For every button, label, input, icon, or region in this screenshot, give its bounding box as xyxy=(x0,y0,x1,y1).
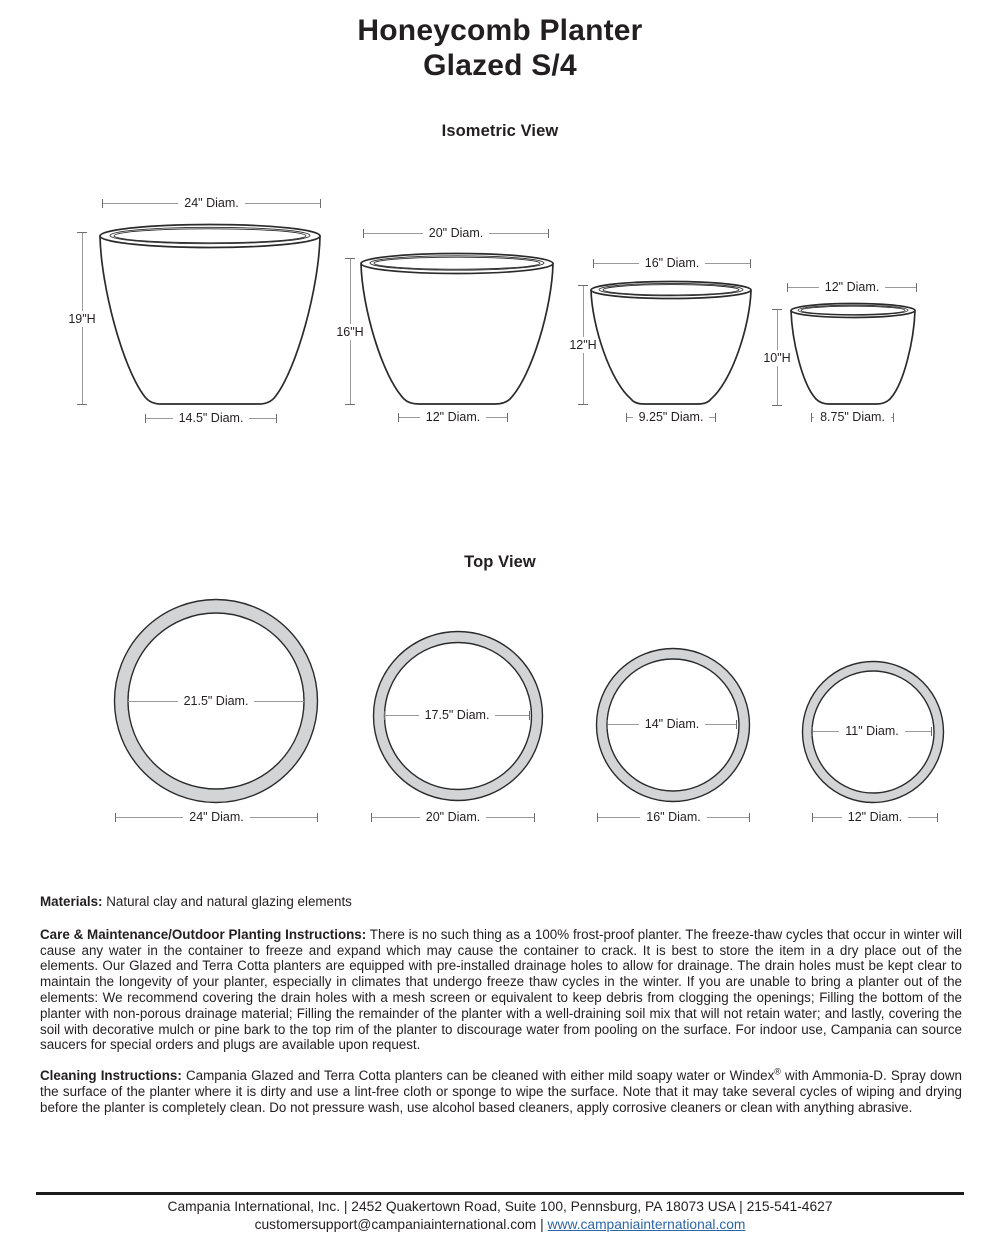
dim-top-diameter-planter2 xyxy=(363,226,549,240)
isometric-view-heading: Isometric View xyxy=(441,122,559,140)
registered-trademark-symbol: ® xyxy=(774,1066,781,1077)
dim-bottom-diameter-planter4 xyxy=(811,410,894,424)
dim-label: 19"H xyxy=(68,311,96,326)
care-maintenance-paragraph xyxy=(40,927,962,1053)
footer-address-line: Campania International, Inc. | 2452 Quakertown Road, Suite 100, Pennsburg, PA 18073 USA | 215-541-4627 xyxy=(167,1199,833,1214)
dim-outer-diameter-topview3 xyxy=(597,810,750,824)
dim-label: 16"H xyxy=(336,324,364,339)
cleaning-label: Cleaning Instructions: xyxy=(40,1068,182,1084)
dim-label: 14" Diam. xyxy=(644,717,700,731)
dim-label: 24" Diam. xyxy=(189,810,244,824)
body-text-block xyxy=(40,894,962,1131)
dim-label: 20" Diam. xyxy=(428,226,484,240)
dim-bottom-diameter-planter3 xyxy=(626,410,716,424)
dim-label: 17.5" Diam. xyxy=(424,708,490,722)
dim-inner-diameter-topview4 xyxy=(812,724,932,738)
footer-separator: | xyxy=(536,1216,548,1232)
dim-outer-diameter-topview4 xyxy=(812,810,938,824)
dim-label: 12" Diam. xyxy=(824,280,880,294)
dim-outer-diameter-topview1 xyxy=(115,810,318,824)
dim-label: 12" Diam. xyxy=(425,410,481,424)
page-title-line2: Glazed S/4 xyxy=(423,49,577,82)
dim-label: 24" Diam. xyxy=(184,196,239,210)
footer-email: customersupport@campaniainternational.com xyxy=(254,1216,537,1232)
materials-text: Natural clay and natural glazing elements xyxy=(102,894,352,909)
dim-top-diameter-planter1 xyxy=(102,196,321,210)
page-title xyxy=(0,13,1000,83)
dim-inner-diameter-topview3 xyxy=(607,717,737,731)
dim-top-diameter-planter4 xyxy=(787,280,917,294)
dim-label: 14.5" Diam. xyxy=(178,411,244,425)
materials-label: Materials: xyxy=(40,894,103,909)
care-label: Care & Maintenance/Outdoor Planting Instructions: xyxy=(40,926,367,942)
dim-inner-diameter-topview1 xyxy=(127,694,305,708)
care-text: There is no such thing as a 100% frost-proof planter. The freeze-thaw cycles that occur in winter will cause any water in the container to freeze and expand which may cause the container to crack. It is best to store the item in a dry place out of the elements. Our Glazed and Terra Cotta planters are equipped with pre-installed drainage holes to allow for drainage. The drain holes must be kept clear to maintain the longevity of your planter, especially in climates that undergo freeze thaw cycles in the winter. If you are unable to bring a planter out of the elements: We recommend covering the drain holes with a mesh screen or equivalent to keep debris from clogging the openings; Filling the bottom of the planter with non-porous drainage material; Filling the remainder of the planter with a well-draining soil mix that will not retain water; and lastly, covering the soil with decorative mulch or pine bark to the top rim of the planter to discourage water from pooling on the surface. For indoor use, Campania can source saucers for special orders and plugs are available upon request. xyxy=(40,926,962,1053)
cleaning-text-2: with Ammonia-D. Spray down the surface of the planter where it is dirty and use a lint-free cloth or sponge to wipe the surface. Note that it may take several cycles of wiping and drying before the planter is completely clean. Do not pressure wash, use alcohol based cleaners, apply corrosive cleaners or clean with anything abrasive. xyxy=(40,1068,962,1115)
top-view-heading: Top View xyxy=(464,553,536,571)
dim-label: 16" Diam. xyxy=(644,256,700,270)
planter-isometric-2 xyxy=(359,252,555,407)
planter-isometric-4 xyxy=(789,302,917,407)
dim-label: 11" Diam. xyxy=(845,724,899,738)
dim-label: 8.75" Diam. xyxy=(820,410,885,424)
page-title-line1: Honeycomb Planter xyxy=(357,14,643,47)
dim-label: 12"H xyxy=(569,338,597,352)
dim-bottom-diameter-planter2 xyxy=(398,410,508,424)
dim-label: 21.5" Diam. xyxy=(183,694,249,708)
dim-label: 16" Diam. xyxy=(646,810,701,824)
planter-isometric-1 xyxy=(98,223,322,407)
footer-divider xyxy=(36,1192,964,1195)
cleaning-text-1: Campania Glazed and Terra Cotta planters can be cleaned with either mild soapy water or Windex xyxy=(181,1068,775,1084)
dim-label: 10"H xyxy=(763,350,791,365)
dim-label: 9.25" Diam. xyxy=(638,410,704,424)
footer-website-link[interactable]: www.campaniainternational.com xyxy=(547,1216,746,1232)
dim-label: 20" Diam. xyxy=(425,810,481,824)
planter-isometric-3 xyxy=(589,280,753,407)
footer-contact-line xyxy=(0,1216,1000,1234)
dim-outer-diameter-topview2 xyxy=(371,810,535,824)
dim-inner-diameter-topview2 xyxy=(384,708,530,722)
materials-paragraph xyxy=(40,894,962,910)
cleaning-paragraph xyxy=(40,1068,962,1115)
dim-bottom-diameter-planter1 xyxy=(145,411,277,425)
dim-label: 12" Diam. xyxy=(847,810,903,824)
dim-top-diameter-planter3 xyxy=(593,256,751,270)
dim-height-planter1 xyxy=(64,232,100,405)
footer xyxy=(0,1198,1000,1233)
